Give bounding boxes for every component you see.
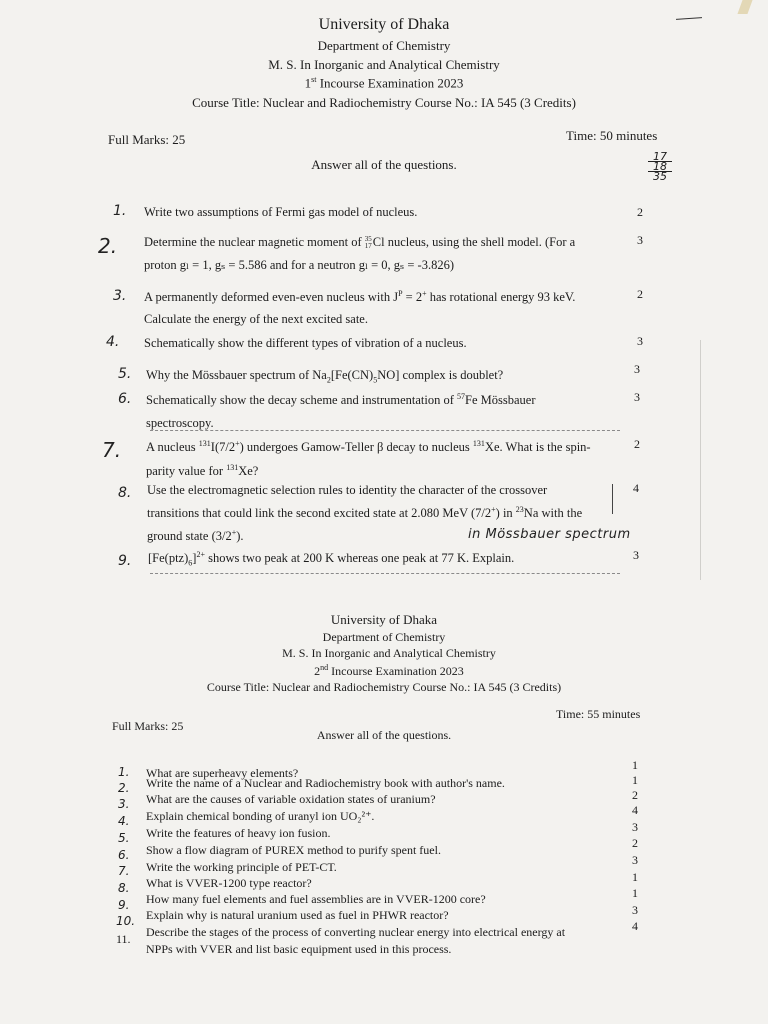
exam1-time: Time: 50 minutes: [566, 128, 658, 143]
e2-q1-text: What are superheavy elements?: [146, 766, 299, 780]
q1-number: 1.: [113, 203, 127, 219]
q7-number: 7.: [102, 438, 122, 462]
exam2-course-title: Course Title: Nuclear and Radiochemistry Course No.: IA 545 (3 Credits): [206, 680, 562, 694]
q6-text-line1: Schematically show the decay scheme and instrumentation of $^{57}$Fe Mössbauer: [146, 392, 536, 408]
exam2-instruction: Answer all of the questions.: [316, 728, 452, 742]
q9-number: 9.: [118, 553, 132, 569]
exam1-full-marks: Full Marks: 25: [108, 132, 186, 147]
e2-q9-text: How many fuel elements and fuel assemblies are in VVER-1200 core?: [146, 892, 486, 906]
q3-marks: 2: [637, 287, 643, 301]
q2-text-line2: proton gₗ = 1, gₛ = 5.586 and for a neutron gₗ = 0, gₛ = -3.826): [144, 258, 455, 272]
exam1-instruction: Answer all of the questions.: [311, 157, 457, 172]
q8-text-line2: transitions that could link the second excited state at 2.080 MeV (7/2+) in $^{23}$Na with the: [147, 505, 583, 521]
exam2-program: M. S. In Inorganic and Analytical Chemistry: [282, 646, 496, 660]
e2-q8-marks: 1: [632, 870, 638, 884]
e2-q7-text: Write the working principle of PET-CT.: [146, 860, 337, 874]
e2-q3-number: 3.: [118, 797, 130, 811]
e2-q8-number: 8.: [118, 881, 130, 895]
q9-marks: 3: [633, 548, 639, 562]
e2-q1-marks: 1: [632, 758, 638, 772]
e2-q2-marks: 1: [632, 773, 638, 787]
q1-text: Write two assumptions of Fermi gas model of nucleus.: [144, 205, 418, 219]
margin-line: [700, 340, 701, 580]
e2-q1-number: 1.: [118, 765, 130, 779]
e2-q9-marks: 1: [632, 886, 638, 900]
e2-q10-number: 10.: [116, 914, 136, 928]
q4-number: 4.: [106, 334, 120, 350]
exam1-program: M. S. In Inorganic and Analytical Chemistry: [268, 57, 500, 72]
e2-q5-marks: 3: [632, 820, 638, 834]
q6-marks: 3: [634, 390, 640, 404]
q7-text-line2: parity value for $^{131}$Xe?: [146, 463, 259, 479]
handwritten-score: 17 18 35: [648, 152, 672, 181]
e2-q7-number: 7.: [118, 864, 130, 878]
q2-marks: 3: [637, 233, 643, 247]
e2-q3-marks: 2: [632, 788, 638, 802]
q2-text-line1: Determine the nuclear magnetic moment of 35 17Cl nucleus, using the shell model. (For a: [144, 235, 576, 251]
q8-text-line1: Use the electromagnetic selection rules to identity the character of the crossover: [147, 483, 548, 497]
e2-q4-text: Explain chemical bonding of uranyl ion UO₂²⁺.: [146, 809, 375, 823]
exam1-exam-title: 1st Incourse Examination 2023: [304, 75, 464, 91]
q9-text: $[Fe(ptz)_6]^{2+}$ shows two peak at 200 K whereas one peak at 77 K. Explain.: [148, 550, 515, 568]
e2-q3-text: What are the causes of variable oxidation states of uranium?: [146, 792, 436, 806]
q2-number: 2.: [98, 234, 118, 258]
q4-marks: 3: [637, 334, 643, 348]
e2-q11-text-line2: NPPs with VVER and list basic equipment used in this process.: [146, 942, 452, 956]
e2-q5-number: 5.: [118, 831, 130, 845]
e2-q7-marks: 3: [632, 853, 638, 867]
exam1-university: University of Dhaka: [318, 16, 450, 33]
exam2-exam-title: 2nd Incourse Examination 2023: [314, 663, 464, 678]
e2-q8-text: What is VVER-1200 type reactor?: [146, 876, 312, 890]
q7-text-line1: A nucleus $^{131}$I(7/2+) undergoes Gamow-Teller β decay to nucleus $^{131}$Xe. What is the spin-: [146, 439, 591, 455]
divider-dashed: [150, 430, 620, 431]
q4-text: Schematically show the different types of vibration of a nucleus.: [144, 336, 467, 350]
exam2-university: University of Dhaka: [330, 612, 438, 627]
q7-marks: 2: [634, 437, 640, 451]
e2-q2-number: 2.: [118, 781, 130, 795]
section-divider: [150, 573, 620, 574]
q5-text: Why the Mössbauer spectrum of $Na_2[Fe(CN)_5NO]$ complex is doublet?: [146, 368, 504, 385]
e2-q4-number: 4.: [118, 814, 130, 828]
q8-text-line3: ground state (3/2+).: [147, 528, 244, 544]
exam2-time: Time: 55 minutes: [556, 707, 641, 721]
e2-q10-text: Explain why is natural uranium used as fuel in PHWR reactor?: [146, 908, 449, 922]
e2-q6-number: 6.: [118, 848, 130, 862]
q5-marks: 3: [634, 362, 640, 376]
e2-q11-marks: 4: [632, 919, 638, 933]
exam1-course-title: Course Title: Nuclear and Radiochemistry Course No.: IA 545 (3 Credits): [192, 95, 576, 110]
e2-q11-number: 11.: [116, 932, 131, 946]
q8-margin-bracket: [612, 484, 613, 514]
corner-mark: [737, 0, 752, 14]
cl-nuclide-numbers: 35 17: [364, 235, 372, 251]
exam1-department: Department of Chemistry: [317, 38, 451, 53]
q6-text-line2: spectroscopy.: [146, 416, 214, 430]
e2-q6-marks: 2: [632, 836, 638, 850]
q8-number: 8.: [118, 485, 132, 501]
e2-q9-number: 9.: [118, 898, 130, 912]
e2-q11-text-line1: Describe the stages of the process of converting nuclear energy into electrical energy at: [146, 925, 566, 939]
q1-marks: 2: [637, 205, 643, 219]
q5-number: 5.: [118, 366, 132, 382]
handwritten-note: in Mössbauer spectrum: [468, 527, 631, 542]
e2-q2-text: Write the name of a Nuclear and Radiochemistry book with author's name.: [146, 776, 505, 790]
e2-q6-text: Show a flow diagram of PUREX method to purify spent fuel.: [146, 843, 441, 857]
q3-text-line1: A permanently deformed even-even nucleus with $J^P = 2^+$ has rotational energy 93 keV.: [144, 289, 576, 305]
q8-marks: 4: [633, 481, 639, 495]
e2-q4-marks: 4: [632, 803, 638, 817]
e2-q10-marks: 3: [632, 903, 638, 917]
q3-text-line2: Calculate the energy of the next excited sate.: [144, 312, 368, 326]
e2-q5-text: Write the features of heavy ion fusion.: [146, 826, 331, 840]
q6-number: 6.: [118, 391, 132, 407]
exam2-full-marks: Full Marks: 25: [112, 719, 184, 733]
q3-number: 3.: [113, 288, 127, 304]
exam2-department: Department of Chemistry: [322, 630, 446, 644]
